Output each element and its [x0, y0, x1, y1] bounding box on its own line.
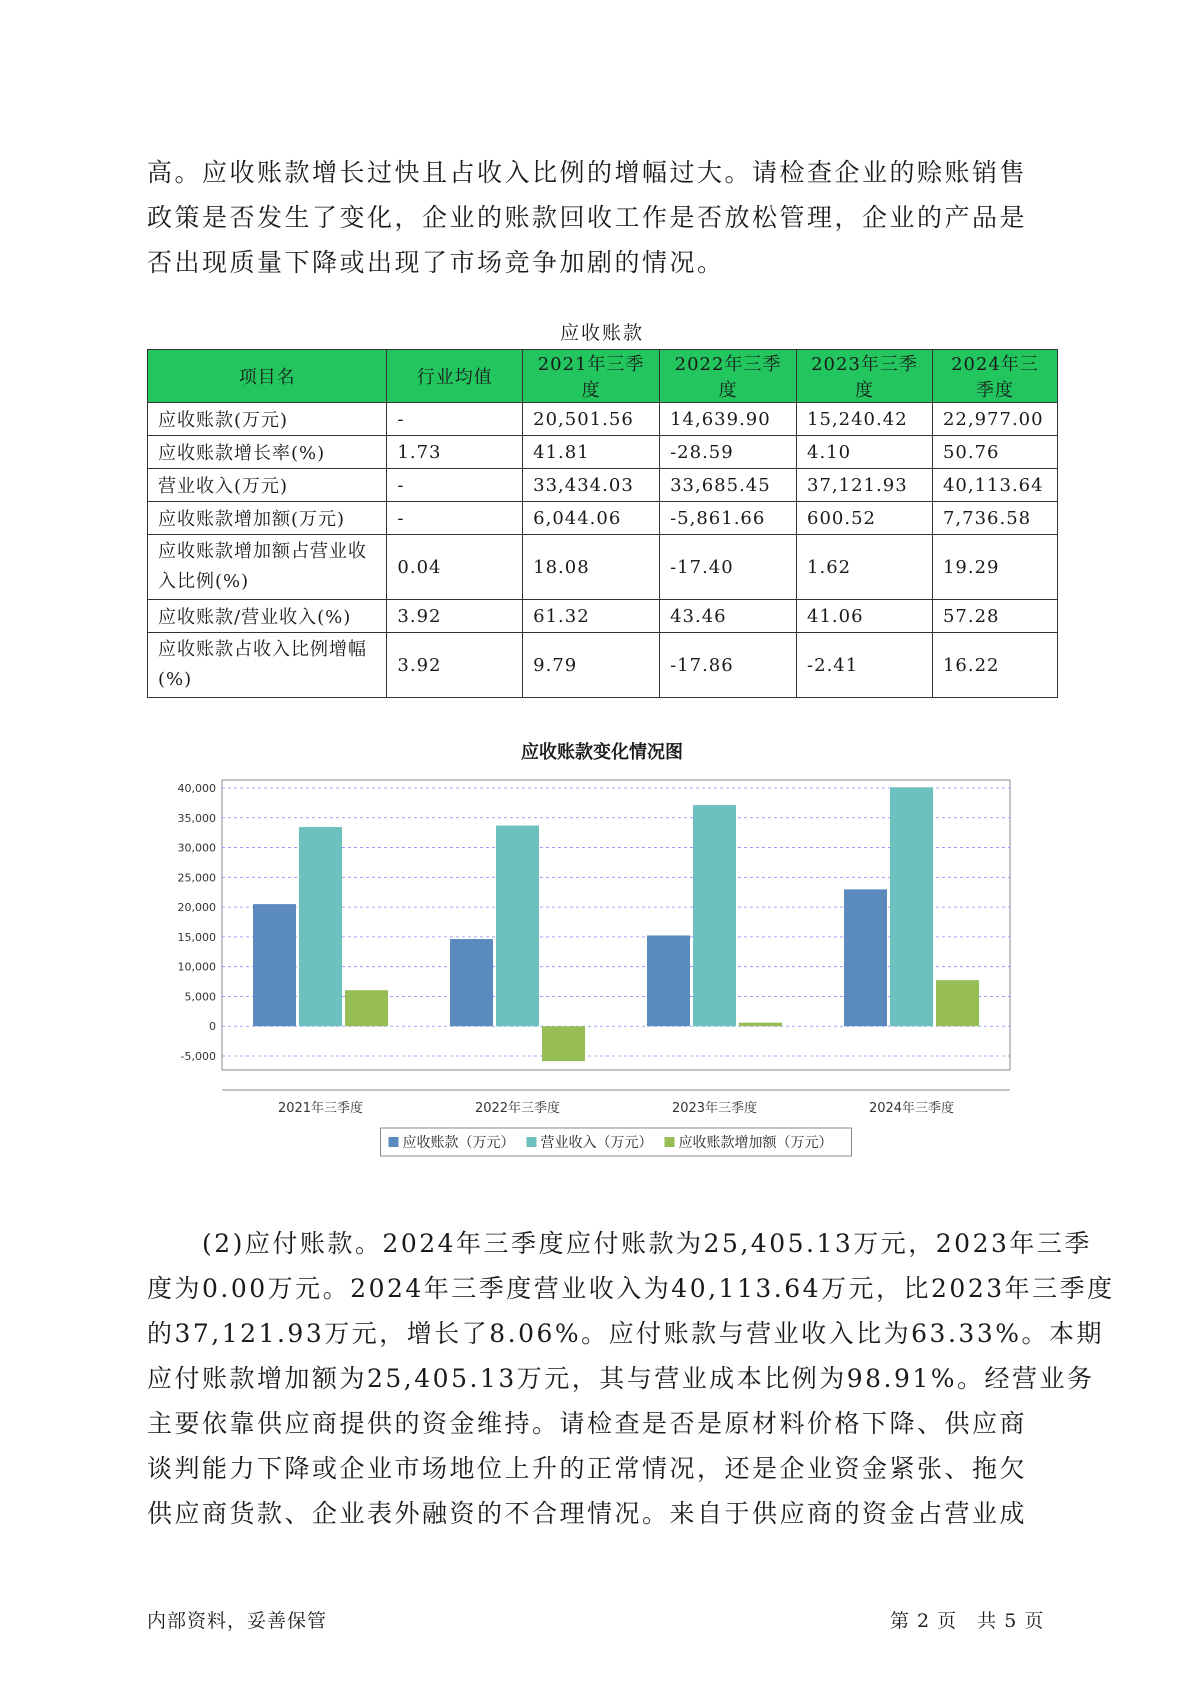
table-cell: - — [387, 403, 523, 436]
table-cell: 57.28 — [932, 600, 1057, 633]
table-cell: 应收账款增加额(万元) — [148, 502, 387, 535]
x-tick-label: 2022年三季度 — [474, 1101, 561, 1116]
bar — [844, 889, 887, 1026]
table-cell: 37,121.93 — [797, 469, 933, 502]
bar — [739, 1023, 782, 1027]
table-cell: 16.22 — [932, 633, 1057, 698]
table-cell: 18.08 — [523, 535, 660, 600]
table-header-cell: 2021年三季度 — [523, 350, 660, 403]
table-cell: 15,240.42 — [797, 403, 933, 436]
paragraph-line: 政策是否发生了变化，企业的账款回收工作是否放松管理，企业的产品是 — [147, 203, 1028, 232]
bar — [542, 1026, 585, 1061]
table-header-cell: 行业均值 — [387, 350, 523, 403]
table-cell: - — [387, 469, 523, 502]
y-tick-label: 40,000 — [177, 782, 216, 795]
x-tick-label: 2021年三季度 — [277, 1101, 364, 1116]
footer-page-number: 第 2 页 共 5 页 — [890, 1610, 1045, 1632]
table-cell: 33,434.03 — [523, 469, 660, 502]
table-cell: - — [387, 502, 523, 535]
legend-label: 应收账款（万元） — [402, 1135, 515, 1151]
table-cell: -5,861.66 — [660, 502, 797, 535]
table-cell: 41.06 — [797, 600, 933, 633]
chart-title: 应收账款变化情况图 — [521, 742, 683, 763]
table-cell: -17.40 — [660, 535, 797, 600]
x-tick-label: 2023年三季度 — [671, 1101, 758, 1116]
y-tick-label: 35,000 — [177, 811, 216, 825]
y-tick-label: 30,000 — [177, 841, 216, 855]
table-header-cell: 2022年三季度 — [660, 350, 797, 403]
table-cell: 1.73 — [387, 436, 523, 469]
bar — [936, 980, 979, 1026]
table-cell: 1.62 — [797, 535, 933, 600]
bar — [299, 827, 342, 1026]
table-header-cell: 2024年三季度 — [932, 350, 1057, 403]
x-tick-label: 2024年三季度 — [868, 1101, 955, 1116]
paragraph-line: 高。应收账款增长过快且占收入比例的增幅过大。请检查企业的赊账销售 — [147, 158, 1028, 187]
table-cell: 22,977.00 — [932, 403, 1057, 436]
table-row — [148, 469, 1058, 502]
table-cell: 43.46 — [660, 600, 797, 633]
table-cell: 7,736.58 — [932, 502, 1057, 535]
table-cell: -2.41 — [797, 633, 933, 698]
table-cell: 3.92 — [387, 633, 523, 698]
bar — [693, 805, 736, 1026]
table-cell: 3.92 — [387, 600, 523, 633]
y-tick-label: 15,000 — [177, 930, 216, 944]
paragraph-line: 供应商货款、企业表外融资的不合理情况。来自于供应商的资金占营业成 — [147, 1499, 1028, 1528]
receivables-bar-chart — [160, 770, 1020, 1190]
paragraph-line: 否出现质量下降或出现了市场竞争加剧的情况。 — [147, 248, 725, 277]
table-cell: 20,501.56 — [523, 403, 660, 436]
legend-label: 应收账款增加额（万元） — [678, 1135, 833, 1151]
table-cell: 40,113.64 — [932, 469, 1057, 502]
bar — [890, 787, 933, 1026]
table-row — [148, 535, 1058, 600]
footer-confidential-note: 内部资料，妥善保管 — [147, 1610, 328, 1632]
legend-label: 营业收入（万元） — [540, 1135, 653, 1151]
table-cell: 50.76 — [932, 436, 1057, 469]
table-row — [148, 502, 1058, 535]
table-cell: 600.52 — [797, 502, 933, 535]
table-cell: 应收账款/营业收入(%) — [148, 600, 387, 633]
y-tick-label: 5,000 — [184, 990, 216, 1004]
table-header-cell: 项目名 — [148, 350, 387, 403]
y-tick-label: 25,000 — [177, 871, 216, 885]
table-header-row — [148, 350, 1058, 403]
table-cell: 营业收入(万元) — [148, 469, 387, 502]
bar — [647, 935, 690, 1026]
table-cell: 应收账款增长率(%) — [148, 436, 387, 469]
table-cell: -17.86 — [660, 633, 797, 698]
table-cell: -28.59 — [660, 436, 797, 469]
paragraph-line: 的37,121.93万元，增长了8.06%。应付账款与营业收入比为63.33%。本期 — [147, 1319, 1104, 1348]
legend-swatch — [389, 1137, 399, 1147]
y-tick-label: 20,000 — [177, 901, 216, 915]
paragraph-line: 主要依靠供应商提供的资金维持。请检查是否是原材料价格下降、供应商 — [147, 1409, 1028, 1438]
table-cell: 41.81 — [523, 436, 660, 469]
table-caption: 应收账款 — [559, 322, 644, 344]
table-row — [148, 436, 1058, 469]
y-tick-label: 0 — [209, 1020, 216, 1034]
table-row — [148, 403, 1058, 436]
bar — [450, 939, 493, 1026]
payable-paragraph — [147, 1221, 1115, 1536]
table-cell: 19.29 — [932, 535, 1057, 600]
legend-swatch — [665, 1137, 675, 1147]
table-row — [148, 633, 1058, 698]
paragraph-line: 应付账款增加额为25,405.13万元，其与营业成本比例为98.91%。经营业务 — [147, 1364, 1095, 1393]
table-row — [148, 600, 1058, 633]
table-cell: 应收账款(万元) — [148, 403, 387, 436]
table-cell: 9.79 — [523, 633, 660, 698]
intro-paragraph — [147, 150, 1047, 285]
receivables-table — [147, 349, 1058, 698]
table-cell: 应收账款占收入比例增幅(%) — [148, 633, 387, 698]
table-cell: 0.04 — [387, 535, 523, 600]
bar — [253, 904, 296, 1026]
table-cell: 4.10 — [797, 436, 933, 469]
y-tick-label: -5,000 — [180, 1050, 216, 1063]
paragraph-line: 谈判能力下降或企业市场地位上升的正常情况，还是企业资金紧张、拖欠 — [147, 1454, 1028, 1483]
bar — [345, 990, 388, 1026]
bar — [496, 826, 539, 1027]
paragraph-line: (2)应付账款。2024年三季度应付账款为25,405.13万元，2023年三季 — [147, 1229, 1092, 1258]
y-tick-label: 10,000 — [177, 960, 216, 974]
table-cell: 61.32 — [523, 600, 660, 633]
table-cell: 6,044.06 — [523, 502, 660, 535]
table-cell: 应收账款增加额占营业收入比例(%) — [148, 535, 387, 600]
table-cell: 14,639.90 — [660, 403, 797, 436]
table-cell: 33,685.45 — [660, 469, 797, 502]
legend-swatch — [527, 1137, 537, 1147]
paragraph-line: 度为0.00万元。2024年三季度营业收入为40,113.64万元，比2023年三季度 — [147, 1274, 1115, 1303]
table-header-cell: 2023年三季度 — [797, 350, 933, 403]
